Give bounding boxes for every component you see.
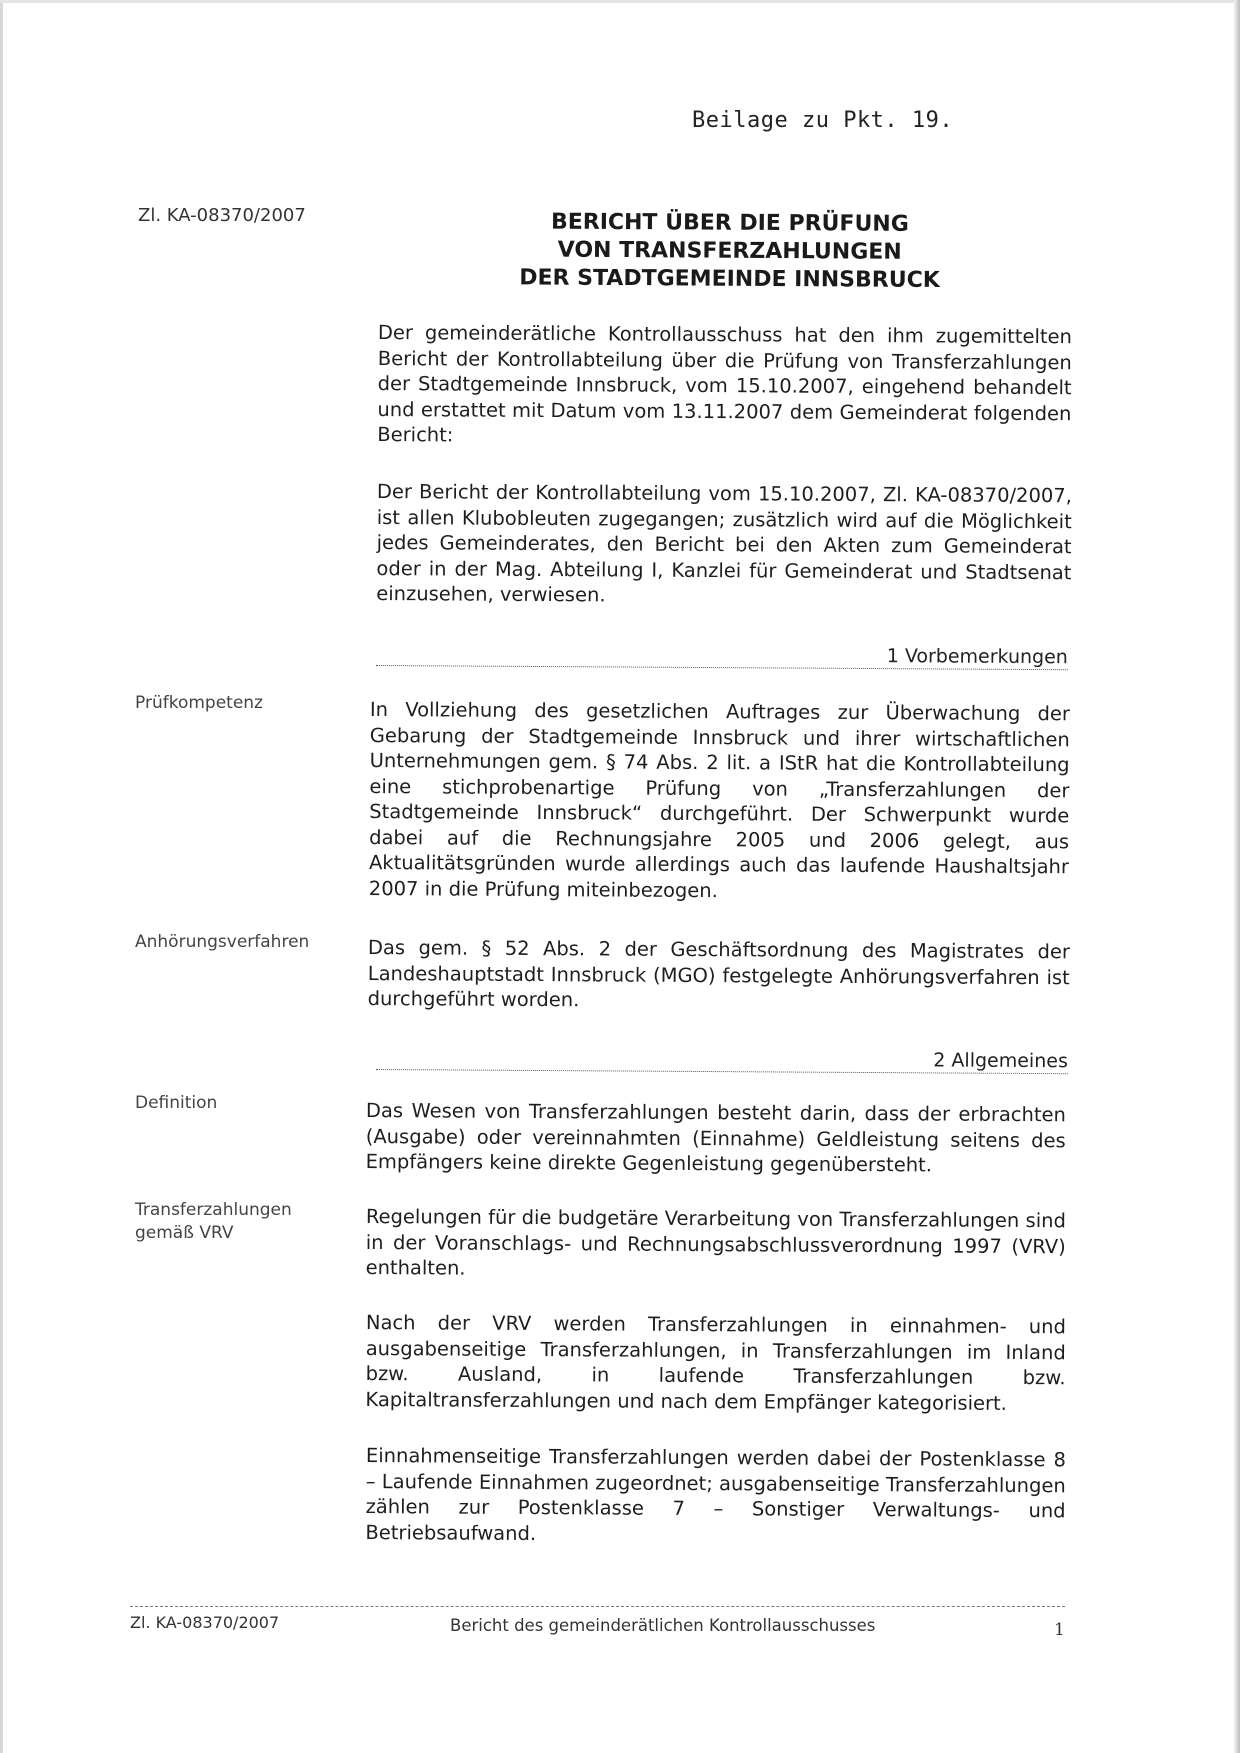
sidenote-pruefkompetenz: Prüfkompetenz bbox=[135, 693, 263, 713]
section-2-title: 2 Allgemeines bbox=[933, 1049, 1068, 1073]
footer-report-name: Bericht des gemeinderätlichen Kontrollausschusses bbox=[450, 1616, 876, 1635]
title-line-1: BERICHT ÜBER DIE PRÜFUNG bbox=[550, 209, 909, 237]
footer-divider bbox=[130, 1606, 1065, 1607]
intro-paragraph-1: Der gemeinderätliche Kontrollausschuss hat den ihm zugemittelten Bericht der Kontrollabteilung über die Prüfung von Transferzahlungen der Stadtgemeinde Innsbruck, vom 15.10.2007, eingehend behandelt und erstattet mit Datum vom 13.11.2007 dem Gemeinderat folgenden Bericht: bbox=[377, 320, 1072, 447]
paragraph-definition: Das Wesen von Transferzahlungen besteht darin, dass der erbrachten (Ausgabe) oder vereinnahmten (Einnahme) Geldleistung seitens des Empfängers keine direkte Gegenleistung gegenübersteht. bbox=[365, 1099, 1066, 1177]
title-line-3: DER STADTGEMEINDE INNSBRUCK bbox=[519, 265, 940, 293]
paragraph-vrv-regelungen: Regelungen für die budgetäre Verarbeitung von Transferzahlungen sind in der Voranschlags- und Rechnungsabschlussverordnung 1997 (VRV) enthalten. bbox=[365, 1205, 1066, 1280]
scan-edge-right bbox=[1234, 0, 1240, 1753]
report-title bbox=[449, 208, 1010, 295]
section-1-title: 1 Vorbemerkungen bbox=[886, 645, 1068, 669]
paragraph-pruefkompetenz: In Vollziehung des gesetzlichen Auftrages zur Überwachung der Gebarung der Stadtgemeinde Innsbruck und ihrer wirtschaftlichen Unternehmungen gem. § 74 Abs. 2 lit. a IStR hat die Kontrollabteilung eine stichprobenartige Prüfung von „Transferzahlungen der Stadtgemeinde Innsbruck“ durchgeführt. Der Schwerpunkt wurde dabei auf die Rechnungsjahre 2005 und 2006 gelegt, aus Aktualitätsgründen wurde allerdings auch das laufende Haushaltsjahr 2007 in die Prüfung miteinbezogen. bbox=[368, 698, 1070, 902]
sidenote-line-1: Transferzahlungen bbox=[135, 1200, 292, 1220]
sidenote-anhoerungsverfahren: Anhörungsverfahren bbox=[135, 932, 310, 952]
section-heading-2 bbox=[376, 1041, 1068, 1074]
sidenote-transferzahlungen-vrv bbox=[135, 1199, 292, 1245]
scan-edge-top bbox=[0, 0, 1240, 3]
section-heading-1 bbox=[376, 637, 1068, 670]
scan-edge-left bbox=[0, 0, 3, 1753]
paragraph-anhoerungsverfahren: Das gem. § 52 Abs. 2 der Geschäftsordnung des Magistrates der Landeshauptstadt Innsbruck (MGO) festgelegte Anhörungsverfahren ist durchgeführt worden. bbox=[367, 936, 1070, 1012]
file-reference: Zl. KA-08370/2007 bbox=[138, 205, 306, 226]
intro-paragraph-2: Der Bericht der Kontrollabteilung vom 15.10.2007, Zl. KA-08370/2007, ist allen Klubobleuten zugegangen; zusätzlich wird auf die Möglichkeit jedes Gemeinderates, den Bericht bei den Akten zum Gemeinderat oder in der Mag. Abteilung I, Kanzlei für Gemeinderat und Stadtsenat einzusehen, verwiesen. bbox=[376, 479, 1072, 607]
title-line-2: VON TRANSFERZAHLUNGEN bbox=[557, 237, 902, 265]
page-number: 1 bbox=[1054, 1620, 1065, 1640]
paragraph-postenklassen: Einnahmenseitige Transferzahlungen werden dabei der Postenklasse 8 – Laufende Einnahmen zugeordnet; ausgabenseitige Transferzahlungen zählen zur Postenklasse 7 – Sonstiger Verwaltungs- und Betriebsaufwand. bbox=[365, 1444, 1066, 1545]
attachment-note: Beilage zu Pkt. 19. bbox=[692, 108, 954, 133]
sidenote-line-2: gemäß VRV bbox=[135, 1223, 234, 1243]
paragraph-vrv-kategorien: Nach der VRV werden Transferzahlungen in einnahmen- und ausgabenseitige Transferzahlungen, in Transferzahlungen im Inland bzw. Ausland, in laufende Transferzahlungen bzw. Kapitaltransferzahlungen und nach dem Empfänger kategorisiert. bbox=[365, 1311, 1066, 1415]
sidenote-definition: Definition bbox=[135, 1093, 218, 1113]
footer-file-reference: Zl. KA-08370/2007 bbox=[130, 1613, 280, 1632]
